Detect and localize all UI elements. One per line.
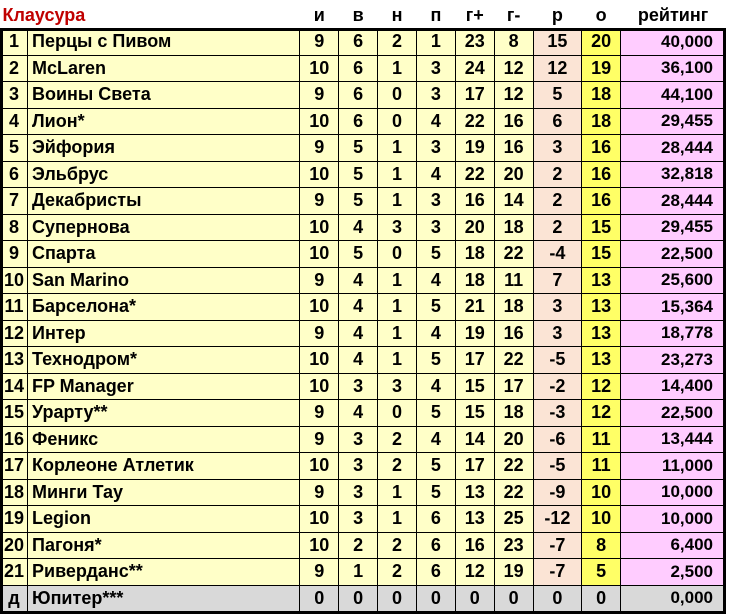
goals-for-cell: 17 xyxy=(455,347,494,374)
position-cell: 19 xyxy=(1,506,28,533)
goals-for-cell: 12 xyxy=(455,559,494,586)
goals-against-cell: 17 xyxy=(494,373,533,400)
goals-for-cell: 21 xyxy=(455,294,494,321)
position-cell: 4 xyxy=(1,108,28,135)
wins-cell: 4 xyxy=(339,320,378,347)
goals-for-cell: 18 xyxy=(455,241,494,268)
losses-cell: 5 xyxy=(416,453,455,480)
position-cell: 3 xyxy=(1,82,28,109)
goals-for-cell: 17 xyxy=(455,453,494,480)
standings-table xyxy=(0,3,726,612)
difference-cell: -4 xyxy=(533,241,582,268)
position-cell: 12 xyxy=(1,320,28,347)
goals-against-cell: 0 xyxy=(494,585,533,612)
draws-cell: 2 xyxy=(378,426,417,453)
goals-against-cell: 25 xyxy=(494,506,533,533)
header-points: о xyxy=(582,3,621,29)
goals-against-cell: 20 xyxy=(494,426,533,453)
header-draws: н xyxy=(378,3,417,29)
goals-against-cell: 8 xyxy=(494,29,533,56)
goals-against-cell: 14 xyxy=(494,188,533,215)
difference-cell: 2 xyxy=(533,214,582,241)
goals-against-cell: 18 xyxy=(494,214,533,241)
table-row xyxy=(1,426,726,453)
games-cell: 10 xyxy=(300,373,339,400)
difference-cell: 2 xyxy=(533,161,582,188)
team-cell: Юпитер*** xyxy=(28,585,300,612)
table-row xyxy=(1,241,726,268)
wins-cell: 4 xyxy=(339,400,378,427)
goals-for-cell: 19 xyxy=(455,320,494,347)
rating-cell: 23,273 xyxy=(621,347,726,374)
table-row xyxy=(1,55,726,82)
header-difference: р xyxy=(533,3,582,29)
draws-cell: 1 xyxy=(378,347,417,374)
table-row xyxy=(1,347,726,374)
team-cell: Технодром* xyxy=(28,347,300,374)
table-row xyxy=(1,214,726,241)
games-cell: 10 xyxy=(300,241,339,268)
position-cell: 18 xyxy=(1,479,28,506)
table-row xyxy=(1,373,726,400)
rating-cell: 29,455 xyxy=(621,214,726,241)
difference-cell: 2 xyxy=(533,188,582,215)
team-cell: Урарту** xyxy=(28,400,300,427)
difference-cell: -7 xyxy=(533,532,582,559)
goals-for-cell: 17 xyxy=(455,82,494,109)
rating-cell: 28,444 xyxy=(621,188,726,215)
goals-for-cell: 24 xyxy=(455,55,494,82)
goals-for-cell: 22 xyxy=(455,161,494,188)
team-cell: Воины Света xyxy=(28,82,300,109)
table-row xyxy=(1,479,726,506)
points-cell: 19 xyxy=(582,55,621,82)
difference-cell: -12 xyxy=(533,506,582,533)
losses-cell: 4 xyxy=(416,108,455,135)
games-cell: 9 xyxy=(300,267,339,294)
draws-cell: 3 xyxy=(378,373,417,400)
games-cell: 9 xyxy=(300,135,339,162)
position-cell: 14 xyxy=(1,373,28,400)
points-cell: 5 xyxy=(582,559,621,586)
losses-cell: 3 xyxy=(416,82,455,109)
position-cell: 8 xyxy=(1,214,28,241)
draws-cell: 1 xyxy=(378,188,417,215)
draws-cell: 2 xyxy=(378,29,417,56)
games-cell: 10 xyxy=(300,532,339,559)
rating-cell: 22,500 xyxy=(621,400,726,427)
team-cell: Пагоня* xyxy=(28,532,300,559)
rating-cell: 29,455 xyxy=(621,108,726,135)
games-cell: 10 xyxy=(300,108,339,135)
rating-cell: 11,000 xyxy=(621,453,726,480)
position-cell: 2 xyxy=(1,55,28,82)
difference-cell: -7 xyxy=(533,559,582,586)
points-cell: 8 xyxy=(582,532,621,559)
goals-for-cell: 14 xyxy=(455,426,494,453)
goals-for-cell: 15 xyxy=(455,373,494,400)
losses-cell: 6 xyxy=(416,506,455,533)
difference-cell: -2 xyxy=(533,373,582,400)
team-cell: Риверданс** xyxy=(28,559,300,586)
rating-cell: 32,818 xyxy=(621,161,726,188)
table-row xyxy=(1,506,726,533)
table-row xyxy=(1,188,726,215)
rating-cell: 18,778 xyxy=(621,320,726,347)
losses-cell: 6 xyxy=(416,559,455,586)
goals-against-cell: 16 xyxy=(494,108,533,135)
goals-against-cell: 18 xyxy=(494,400,533,427)
team-cell: San Marino xyxy=(28,267,300,294)
rating-cell: 22,500 xyxy=(621,241,726,268)
table-row xyxy=(1,267,726,294)
wins-cell: 3 xyxy=(339,426,378,453)
difference-cell: -5 xyxy=(533,347,582,374)
table-row xyxy=(1,108,726,135)
table-row xyxy=(1,135,726,162)
position-cell: 15 xyxy=(1,400,28,427)
rating-cell: 6,400 xyxy=(621,532,726,559)
wins-cell: 6 xyxy=(339,82,378,109)
goals-against-cell: 22 xyxy=(494,453,533,480)
games-cell: 9 xyxy=(300,82,339,109)
losses-cell: 5 xyxy=(416,347,455,374)
points-cell: 12 xyxy=(582,373,621,400)
wins-cell: 3 xyxy=(339,506,378,533)
table-row xyxy=(1,400,726,427)
team-cell: Лион* xyxy=(28,108,300,135)
difference-cell: -3 xyxy=(533,400,582,427)
draws-cell: 0 xyxy=(378,108,417,135)
wins-cell: 5 xyxy=(339,161,378,188)
goals-against-cell: 20 xyxy=(494,161,533,188)
games-cell: 9 xyxy=(300,188,339,215)
table-row xyxy=(1,453,726,480)
header-goals-for: г+ xyxy=(455,3,494,29)
rating-cell: 2,500 xyxy=(621,559,726,586)
losses-cell: 3 xyxy=(416,188,455,215)
games-cell: 10 xyxy=(300,55,339,82)
draws-cell: 1 xyxy=(378,135,417,162)
rating-cell: 28,444 xyxy=(621,135,726,162)
position-cell: 1 xyxy=(1,29,28,56)
table-row xyxy=(1,320,726,347)
goals-for-cell: 13 xyxy=(455,506,494,533)
goals-for-cell: 23 xyxy=(455,29,494,56)
games-cell: 9 xyxy=(300,29,339,56)
draws-cell: 2 xyxy=(378,453,417,480)
position-cell: 16 xyxy=(1,426,28,453)
wins-cell: 1 xyxy=(339,559,378,586)
games-cell: 9 xyxy=(300,559,339,586)
draws-cell: 1 xyxy=(378,479,417,506)
difference-cell: 3 xyxy=(533,135,582,162)
wins-cell: 4 xyxy=(339,267,378,294)
position-cell: 13 xyxy=(1,347,28,374)
rating-cell: 44,100 xyxy=(621,82,726,109)
rating-cell: 40,000 xyxy=(621,29,726,56)
rating-cell: 36,100 xyxy=(621,55,726,82)
table-row xyxy=(1,29,726,56)
points-cell: 11 xyxy=(582,426,621,453)
draws-cell: 3 xyxy=(378,214,417,241)
wins-cell: 5 xyxy=(339,135,378,162)
goals-against-cell: 12 xyxy=(494,55,533,82)
points-cell: 18 xyxy=(582,82,621,109)
goals-against-cell: 16 xyxy=(494,320,533,347)
table-row xyxy=(1,82,726,109)
points-cell: 16 xyxy=(582,188,621,215)
goals-against-cell: 22 xyxy=(494,479,533,506)
difference-cell: 3 xyxy=(533,320,582,347)
team-cell: Барселона* xyxy=(28,294,300,321)
standings-body xyxy=(1,29,726,612)
points-cell: 20 xyxy=(582,29,621,56)
draws-cell: 0 xyxy=(378,400,417,427)
rating-cell: 14,400 xyxy=(621,373,726,400)
losses-cell: 6 xyxy=(416,532,455,559)
draws-cell: 1 xyxy=(378,294,417,321)
team-cell: McLaren xyxy=(28,55,300,82)
draws-cell: 1 xyxy=(378,506,417,533)
goals-for-cell: 22 xyxy=(455,108,494,135)
wins-cell: 3 xyxy=(339,479,378,506)
position-cell: 21 xyxy=(1,559,28,586)
position-cell: 10 xyxy=(1,267,28,294)
losses-cell: 5 xyxy=(416,479,455,506)
rating-cell: 10,000 xyxy=(621,506,726,533)
difference-cell: 3 xyxy=(533,294,582,321)
losses-cell: 4 xyxy=(416,320,455,347)
losses-cell: 4 xyxy=(416,426,455,453)
wins-cell: 5 xyxy=(339,188,378,215)
team-cell: Супернова xyxy=(28,214,300,241)
difference-cell: 12 xyxy=(533,55,582,82)
goals-for-cell: 0 xyxy=(455,585,494,612)
draws-cell: 1 xyxy=(378,320,417,347)
difference-cell: -9 xyxy=(533,479,582,506)
position-cell: 9 xyxy=(1,241,28,268)
table-row xyxy=(1,294,726,321)
position-cell: 11 xyxy=(1,294,28,321)
wins-cell: 6 xyxy=(339,29,378,56)
table-row xyxy=(1,532,726,559)
table-row xyxy=(1,161,726,188)
points-cell: 15 xyxy=(582,241,621,268)
header-wins: в xyxy=(339,3,378,29)
points-cell: 10 xyxy=(582,479,621,506)
goals-for-cell: 20 xyxy=(455,214,494,241)
losses-cell: 3 xyxy=(416,214,455,241)
goals-for-cell: 13 xyxy=(455,479,494,506)
losses-cell: 3 xyxy=(416,135,455,162)
draws-cell: 0 xyxy=(378,82,417,109)
team-cell: Спарта xyxy=(28,241,300,268)
games-cell: 9 xyxy=(300,426,339,453)
draws-cell: 1 xyxy=(378,55,417,82)
table-row xyxy=(1,585,726,612)
header-rating: рейтинг xyxy=(621,3,726,29)
games-cell: 10 xyxy=(300,294,339,321)
losses-cell: 1 xyxy=(416,29,455,56)
points-cell: 13 xyxy=(582,294,621,321)
wins-cell: 3 xyxy=(339,373,378,400)
goals-against-cell: 11 xyxy=(494,267,533,294)
points-cell: 16 xyxy=(582,161,621,188)
team-cell: Феникс xyxy=(28,426,300,453)
losses-cell: 3 xyxy=(416,55,455,82)
wins-cell: 4 xyxy=(339,347,378,374)
goals-for-cell: 18 xyxy=(455,267,494,294)
goals-for-cell: 15 xyxy=(455,400,494,427)
position-cell: 17 xyxy=(1,453,28,480)
goals-for-cell: 19 xyxy=(455,135,494,162)
team-cell: Декабристы xyxy=(28,188,300,215)
difference-cell: 5 xyxy=(533,82,582,109)
difference-cell: 15 xyxy=(533,29,582,56)
goals-against-cell: 19 xyxy=(494,559,533,586)
difference-cell: -5 xyxy=(533,453,582,480)
draws-cell: 1 xyxy=(378,267,417,294)
games-cell: 9 xyxy=(300,400,339,427)
points-cell: 11 xyxy=(582,453,621,480)
rating-cell: 25,600 xyxy=(621,267,726,294)
rating-cell: 15,364 xyxy=(621,294,726,321)
points-cell: 13 xyxy=(582,267,621,294)
team-cell: Эльбрус xyxy=(28,161,300,188)
team-cell: Корлеоне Атлетик xyxy=(28,453,300,480)
wins-cell: 0 xyxy=(339,585,378,612)
draws-cell: 0 xyxy=(378,585,417,612)
points-cell: 12 xyxy=(582,400,621,427)
goals-against-cell: 18 xyxy=(494,294,533,321)
wins-cell: 4 xyxy=(339,214,378,241)
wins-cell: 6 xyxy=(339,108,378,135)
difference-cell: 7 xyxy=(533,267,582,294)
goals-against-cell: 16 xyxy=(494,135,533,162)
header-losses: п xyxy=(416,3,455,29)
wins-cell: 5 xyxy=(339,241,378,268)
team-cell: Интер xyxy=(28,320,300,347)
team-cell: Минги Тау xyxy=(28,479,300,506)
games-cell: 9 xyxy=(300,320,339,347)
team-cell: Эйфория xyxy=(28,135,300,162)
position-cell: 6 xyxy=(1,161,28,188)
draws-cell: 2 xyxy=(378,532,417,559)
points-cell: 15 xyxy=(582,214,621,241)
position-cell: 20 xyxy=(1,532,28,559)
losses-cell: 4 xyxy=(416,267,455,294)
games-cell: 10 xyxy=(300,161,339,188)
difference-cell: -6 xyxy=(533,426,582,453)
games-cell: 10 xyxy=(300,506,339,533)
losses-cell: 4 xyxy=(416,373,455,400)
table-title: Клаусура xyxy=(1,3,300,29)
wins-cell: 6 xyxy=(339,55,378,82)
difference-cell: 0 xyxy=(533,585,582,612)
goals-against-cell: 22 xyxy=(494,241,533,268)
header-games: и xyxy=(300,3,339,29)
goals-for-cell: 16 xyxy=(455,532,494,559)
table-row xyxy=(1,559,726,586)
losses-cell: 5 xyxy=(416,400,455,427)
rating-cell: 10,000 xyxy=(621,479,726,506)
draws-cell: 1 xyxy=(378,161,417,188)
wins-cell: 2 xyxy=(339,532,378,559)
games-cell: 0 xyxy=(300,585,339,612)
points-cell: 16 xyxy=(582,135,621,162)
wins-cell: 3 xyxy=(339,453,378,480)
points-cell: 13 xyxy=(582,320,621,347)
goals-against-cell: 22 xyxy=(494,347,533,374)
header-goals-against: г- xyxy=(494,3,533,29)
goals-for-cell: 16 xyxy=(455,188,494,215)
draws-cell: 2 xyxy=(378,559,417,586)
games-cell: 10 xyxy=(300,214,339,241)
losses-cell: 4 xyxy=(416,161,455,188)
position-cell: д xyxy=(1,585,28,612)
losses-cell: 0 xyxy=(416,585,455,612)
position-cell: 7 xyxy=(1,188,28,215)
wins-cell: 4 xyxy=(339,294,378,321)
rating-cell: 13,444 xyxy=(621,426,726,453)
team-cell: Перцы с Пивом xyxy=(28,29,300,56)
team-cell: FP Manager xyxy=(28,373,300,400)
goals-against-cell: 12 xyxy=(494,82,533,109)
games-cell: 10 xyxy=(300,347,339,374)
draws-cell: 0 xyxy=(378,241,417,268)
points-cell: 0 xyxy=(582,585,621,612)
team-cell: Legion xyxy=(28,506,300,533)
points-cell: 13 xyxy=(582,347,621,374)
games-cell: 9 xyxy=(300,479,339,506)
games-cell: 10 xyxy=(300,453,339,480)
position-cell: 5 xyxy=(1,135,28,162)
rating-cell: 0,000 xyxy=(621,585,726,612)
header-row xyxy=(1,3,726,29)
difference-cell: 6 xyxy=(533,108,582,135)
points-cell: 10 xyxy=(582,506,621,533)
losses-cell: 5 xyxy=(416,241,455,268)
goals-against-cell: 23 xyxy=(494,532,533,559)
points-cell: 18 xyxy=(582,108,621,135)
losses-cell: 5 xyxy=(416,294,455,321)
